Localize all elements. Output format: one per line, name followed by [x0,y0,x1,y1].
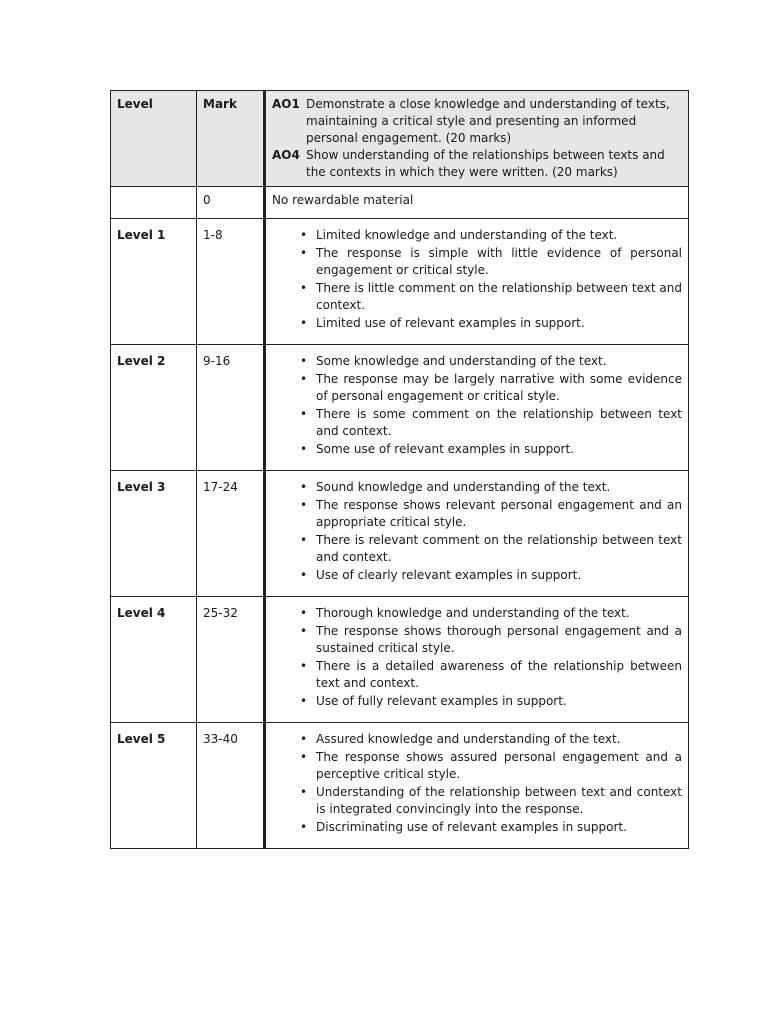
criterion-text: The response may be largely narrative with some evidence of personal engagement or critical style. [316,372,682,403]
table-row-level-1 [111,219,689,345]
criterion-text: There is little comment on the relationship between text and context. [316,281,682,312]
bullet-icon: • [300,694,308,708]
bullet-icon: • [300,316,308,330]
list-item [300,245,682,279]
header-mark [197,91,265,187]
header-level [111,91,197,187]
bullet-icon: • [300,732,308,746]
bullet-icon: • [300,354,308,368]
row-criteria-cell [265,597,689,723]
row-level: Level 4 [117,606,166,620]
objective-code: AO1 [272,97,300,111]
table-row-level-3 [111,471,689,597]
list-item [300,497,682,531]
bullet-icon: • [300,498,308,512]
row-criteria-cell [265,345,689,471]
criterion-text: Discriminating use of relevant examples in support. [316,820,627,834]
row-mark: 33-40 [203,732,238,746]
list-item [300,532,682,566]
header-objectives [265,91,689,187]
bullet-icon: • [300,533,308,547]
criterion-text: There is relevant comment on the relationship between text and context. [316,533,682,564]
table-row-zero [111,187,689,219]
bullet-icon: • [300,659,308,673]
criterion-text: Limited knowledge and understanding of the text. [316,228,618,242]
bullet-icon: • [300,606,308,620]
criterion-text: There is some comment on the relationship between text and context. [316,407,682,438]
list-item [300,605,682,622]
bullet-icon: • [300,442,308,456]
criterion-text: Limited use of relevant examples in support. [316,316,585,330]
row-mark-cell [197,345,265,471]
list-item [300,227,682,244]
list-item [300,623,682,657]
row-level-cell [111,471,197,597]
row-mark-cell [197,187,265,219]
objective-text: Demonstrate a close knowledge and understanding of texts, maintaining a critical style and presenting an informed personal engagement. (20 marks) [306,97,670,145]
list-item [300,406,682,440]
row-mark: 17-24 [203,480,238,494]
criteria-list [272,353,682,458]
row-criteria-cell [265,219,689,345]
row-mark-cell [197,723,265,849]
row-level: Level 1 [117,228,166,242]
list-item [300,693,682,710]
list-item [300,784,682,818]
table-row-level-4 [111,597,689,723]
bullet-icon: • [300,246,308,260]
row-mark: 9-16 [203,354,231,368]
criterion-text: Some knowledge and understanding of the text. [316,354,607,368]
row-level: Level 3 [117,480,166,494]
row-mark: 25-32 [203,606,238,620]
header-mark-label: Mark [203,97,237,111]
criterion-text: Use of clearly relevant examples in support. [316,568,582,582]
list-item [300,315,682,332]
row-level-cell [111,723,197,849]
criteria-list [272,479,682,584]
bullet-icon: • [300,372,308,386]
bullet-icon: • [300,568,308,582]
table-header-row [111,91,689,187]
row-level: Level 2 [117,354,166,368]
objective-text: Show understanding of the relationships between texts and the contexts in which they were written. (20 marks) [306,148,665,179]
list-item [300,280,682,314]
criteria-list [272,605,682,710]
list-item [300,658,682,692]
list-item [300,749,682,783]
criteria-list [272,227,682,332]
bullet-icon: • [300,624,308,638]
objective-ao1 [272,96,682,147]
row-description-cell [265,187,689,219]
criteria-list [272,731,682,836]
row-mark: 0 [203,193,211,207]
row-mark-cell [197,471,265,597]
list-item [300,567,682,584]
list-item [300,819,682,836]
table-row-level-2 [111,345,689,471]
criterion-text: There is a detailed awareness of the relationship between text and context. [316,659,682,690]
list-item [300,731,682,748]
list-item [300,441,682,458]
bullet-icon: • [300,785,308,799]
objective-code: AO4 [272,148,300,162]
bullet-icon: • [300,820,308,834]
criterion-text: Understanding of the relationship between text and context is integrated convincingly into the response. [316,785,682,816]
criterion-text: The response is simple with little evidence of personal engagement or critical style. [316,246,682,277]
list-item [300,353,682,370]
criterion-text: Sound knowledge and understanding of the text. [316,480,611,494]
list-item [300,479,682,496]
row-level-cell [111,597,197,723]
bullet-icon: • [300,281,308,295]
bullet-icon: • [300,750,308,764]
row-criteria-cell [265,471,689,597]
objective-ao4 [272,147,682,181]
mark-scheme-table [110,90,689,849]
bullet-icon: • [300,228,308,242]
row-level-cell [111,187,197,219]
row-mark-cell [197,597,265,723]
row-level-cell [111,345,197,471]
row-level-cell [111,219,197,345]
criterion-text: Use of fully relevant examples in support. [316,694,567,708]
row-criteria-cell [265,723,689,849]
criterion-text: The response shows assured personal engagement and a perceptive critical style. [316,750,682,781]
row-description: No rewardable material [272,193,414,207]
criterion-text: Thorough knowledge and understanding of the text. [316,606,630,620]
list-item [300,371,682,405]
bullet-icon: • [300,407,308,421]
header-level-label: Level [117,97,153,111]
bullet-icon: • [300,480,308,494]
row-level: Level 5 [117,732,166,746]
criterion-text: The response shows relevant personal engagement and an appropriate critical style. [316,498,682,529]
row-mark: 1-8 [203,228,223,242]
criterion-text: Some use of relevant examples in support. [316,442,574,456]
table-row-level-5 [111,723,689,849]
criterion-text: Assured knowledge and understanding of the text. [316,732,621,746]
criterion-text: The response shows thorough personal engagement and a sustained critical style. [316,624,682,655]
row-mark-cell [197,219,265,345]
